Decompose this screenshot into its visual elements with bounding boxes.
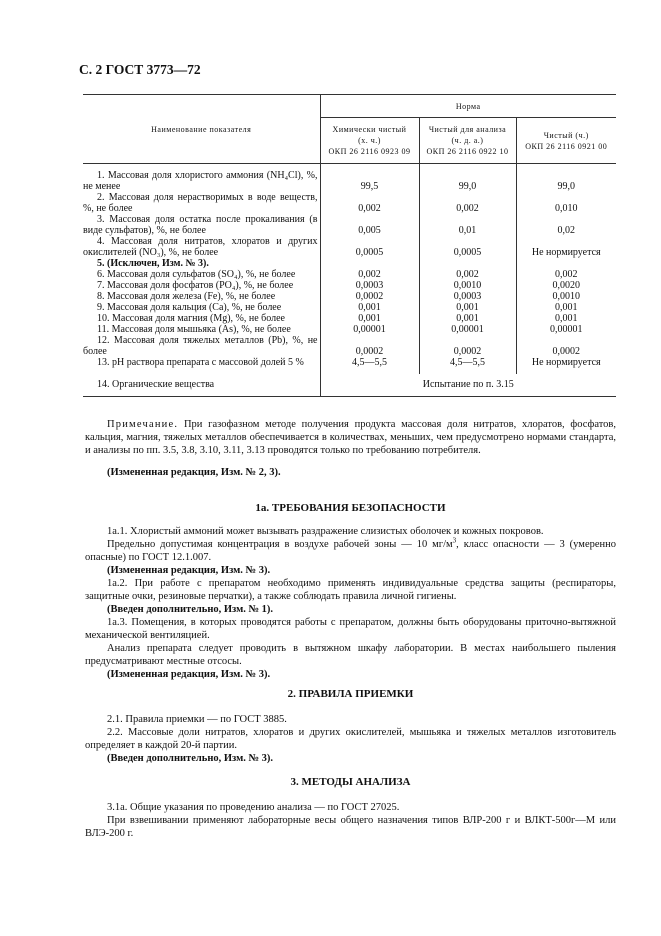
paragraph-1a-2: 1а.2. При работе с препаратом необходимо применять индивидуальные средства защиты (респираторы, защитные очки, резиновые перчатки), а также соблюдать правила личной гигиены. — [85, 578, 616, 602]
column-header-grade-2: Чистый для анализа (ч. д. а.) ОКП 26 2116 0922 10 — [419, 118, 516, 164]
paragraph-1a-1: 1а.1. Хлористый аммоний может вызывать раздражение слизистых оболочек и кожных покровов. — [107, 526, 544, 537]
table-row — [83, 335, 616, 357]
paragraph-2-2: 2.2. Массовые доли нитратов, хлоратов и других окислителей, мышьяка и тяжелых металлов изготовитель определяет в каждой 20-й партии. — [85, 727, 616, 751]
section-1a-title: 1а. ТРЕБОВАНИЯ БЕЗОПАСНОСТИ — [255, 502, 446, 514]
row-value-3: 99,0 — [557, 181, 575, 192]
row-name: 12. Массовая доля тяжелых металлов (Pb), %, не более — [83, 335, 320, 357]
row-value-1: 0,001 — [320, 302, 419, 313]
row-value-2: 0,001 — [419, 313, 516, 324]
table-row — [83, 192, 616, 214]
row-name: 6. Массовая доля сульфатов (SO₄), %, не более — [83, 269, 320, 280]
row-value-3: Не нормируется — [531, 247, 601, 258]
row-value-3: 0,02 — [557, 225, 575, 236]
row-name: 9. Массовая доля кальция (Ca), %, не более — [83, 302, 320, 313]
row-value-2: 0,01 — [419, 214, 516, 236]
table-row — [83, 280, 616, 291]
row-name: 7. Массовая доля фосфатов (PO₄), %, не более — [83, 280, 320, 291]
section-2-title: 2. ПРАВИЛА ПРИЕМКИ — [287, 688, 414, 700]
row-value-1 — [320, 258, 419, 269]
row-value-1: 0,001 — [320, 313, 419, 324]
row-value-3: Не нормируется — [531, 357, 601, 368]
table-row — [83, 214, 616, 236]
column-header-name: Наименование показателя — [83, 95, 320, 164]
row-name: 2. Массовая доля нерастворимых в воде веществ, %, не более — [83, 192, 320, 214]
paragraph-1a-1-concentration: Предельно допустимая концентрация в воздухе рабочей зоны — 10 $мг/м^3$, класс опасности — 3 (умеренно опасные) по ГОСТ 12.1.007. — [85, 536, 616, 563]
row-value-2: 0,0003 — [419, 291, 516, 302]
row-name: 14. Органические вещества — [83, 374, 320, 396]
row-name: 5. (Исключен, Изм. № 3). — [83, 258, 320, 269]
row-value-3: 0,00001 — [550, 324, 583, 335]
table-row — [83, 269, 616, 280]
page-header: С. 2 ГОСТ 3773—72 — [79, 62, 201, 77]
column-header-grade-1: Химически чистый (х. ч.) ОКП 26 2116 0923 09 — [320, 118, 419, 164]
table-row — [83, 357, 616, 368]
row-value-2: 0,00001 — [419, 324, 516, 335]
note-text: При газофазном методе получения продукта массовая доля нитратов, хлоратов, фосфатов, кальция, магния, тяжелых металлов обеспечивается в количествах, меньших, чем предусмотрено нормами стандарта, и анализы по пп. 3.5, 3.8, 3.10, 3.11, 3.13 проводятся только по требованию потребителя. — [85, 419, 617, 456]
row-value-1: 0,0005 — [320, 236, 419, 258]
table-row — [83, 170, 616, 192]
note-edition: (Измененная редакция, Изм. № 2, 3). — [107, 467, 281, 478]
column-header-norm: Норма — [320, 95, 616, 118]
edition-note-2: (Введен дополнительно, Изм. № 1). — [107, 604, 274, 615]
row-value-3: 0,0020 — [552, 280, 580, 291]
norms-table — [83, 94, 616, 397]
row-value-3: 0,002 — [555, 269, 578, 280]
row-value-3: 0,001 — [555, 302, 578, 313]
edition-note-3: (Измененная редакция, Изм. № 3). — [107, 669, 271, 680]
section-3-title: 3. МЕТОДЫ АНАЛИЗА — [290, 776, 411, 788]
row-value-3: 0,0010 — [552, 291, 580, 302]
table-row — [83, 313, 616, 324]
section-2-body — [85, 713, 616, 765]
table-row — [83, 374, 616, 396]
row-value-1: 0,002 — [320, 269, 419, 280]
paragraph-3-1a: 3.1а. Общие указания по проведению анализа — по ГОСТ 27025. — [107, 802, 400, 813]
row-name: 3. Массовая доля остатка после прокаливания (в виде сульфатов), %, не более — [83, 214, 320, 236]
note-label: Примечание. — [107, 419, 179, 430]
row-value-2 — [419, 258, 516, 269]
row-value-1: 4,5—5,5 — [320, 357, 419, 368]
edition-note-4: (Введен дополнительно, Изм. № 3). — [107, 753, 274, 764]
row-name: 13. pH раствора препарата с массовой долей 5 % — [83, 357, 320, 368]
row-value-2: 99,0 — [419, 170, 516, 192]
row-name: 4. Массовая доля нитратов, хлоратов и других окислителей (NO₃), %, не более — [83, 236, 320, 258]
table-row — [83, 324, 616, 335]
paragraph-1a-3: 1а.3. Помещения, в которых проводятся работы с препаратом, должны быть оборудованы приточно-вытяжной механической вентиляцией. — [85, 617, 616, 641]
row-value-span: Испытание по п. 3.15 — [320, 374, 616, 396]
row-value-3: 0,0002 — [552, 346, 580, 357]
row-value-3: 0,010 — [555, 203, 578, 214]
column-header-grade-3: Чистый (ч.) ОКП 26 2116 0921 00 — [516, 118, 616, 164]
table-row — [83, 291, 616, 302]
row-value-1: 0,002 — [320, 192, 419, 214]
row-value-3: 0,001 — [555, 313, 578, 324]
row-value-1: 0,0002 — [320, 291, 419, 302]
row-name: 8. Массовая доля железа (Fe), %, не более — [83, 291, 320, 302]
row-value-2: 0,002 — [419, 269, 516, 280]
table-row — [83, 258, 616, 269]
row-value-1: 0,00001 — [320, 324, 419, 335]
row-value-2: 0,002 — [419, 192, 516, 214]
row-name: 10. Массовая доля магния (Mg), %, не более — [83, 313, 320, 324]
row-value-2: 0,001 — [419, 302, 516, 313]
row-value-2: 4,5—5,5 — [419, 357, 516, 368]
row-value-1: 0,0002 — [320, 335, 419, 357]
row-value-1: 99,5 — [320, 170, 419, 192]
row-value-1: 0,005 — [320, 214, 419, 236]
edition-note-1: (Измененная редакция, Изм. № 3). — [107, 565, 271, 576]
table-note — [85, 418, 616, 479]
row-value-3 — [516, 258, 616, 269]
row-name: 11. Массовая доля мышьяка (As), %, не более — [83, 324, 320, 335]
row-value-2: 0,0002 — [419, 335, 516, 357]
paragraph-2-1: 2.1. Правила приемки — по ГОСТ 3885. — [107, 714, 287, 725]
section-1a-body — [85, 525, 616, 681]
row-value-2: 0,0005 — [419, 236, 516, 258]
row-value-2: 0,0010 — [419, 280, 516, 291]
paragraph-1a-3-analysis: Анализ препарата следует проводить в вытяжном шкафу лаборатории. В местах наибольшего пыления предусматривают местные отсосы. — [85, 643, 616, 667]
paragraph-3-weighing: При взвешивании применяют лабораторные весы общего назначения типов ВЛР-200 г и ВЛКТ-500г—М или ВЛЭ-200 г. — [85, 815, 616, 839]
table-row — [83, 236, 616, 258]
table-row — [83, 302, 616, 313]
section-3-body — [85, 801, 616, 840]
row-value-1: 0,0003 — [320, 280, 419, 291]
row-name: 1. Массовая доля хлористого аммония (NH₄Cl), %, не менее — [83, 170, 320, 192]
